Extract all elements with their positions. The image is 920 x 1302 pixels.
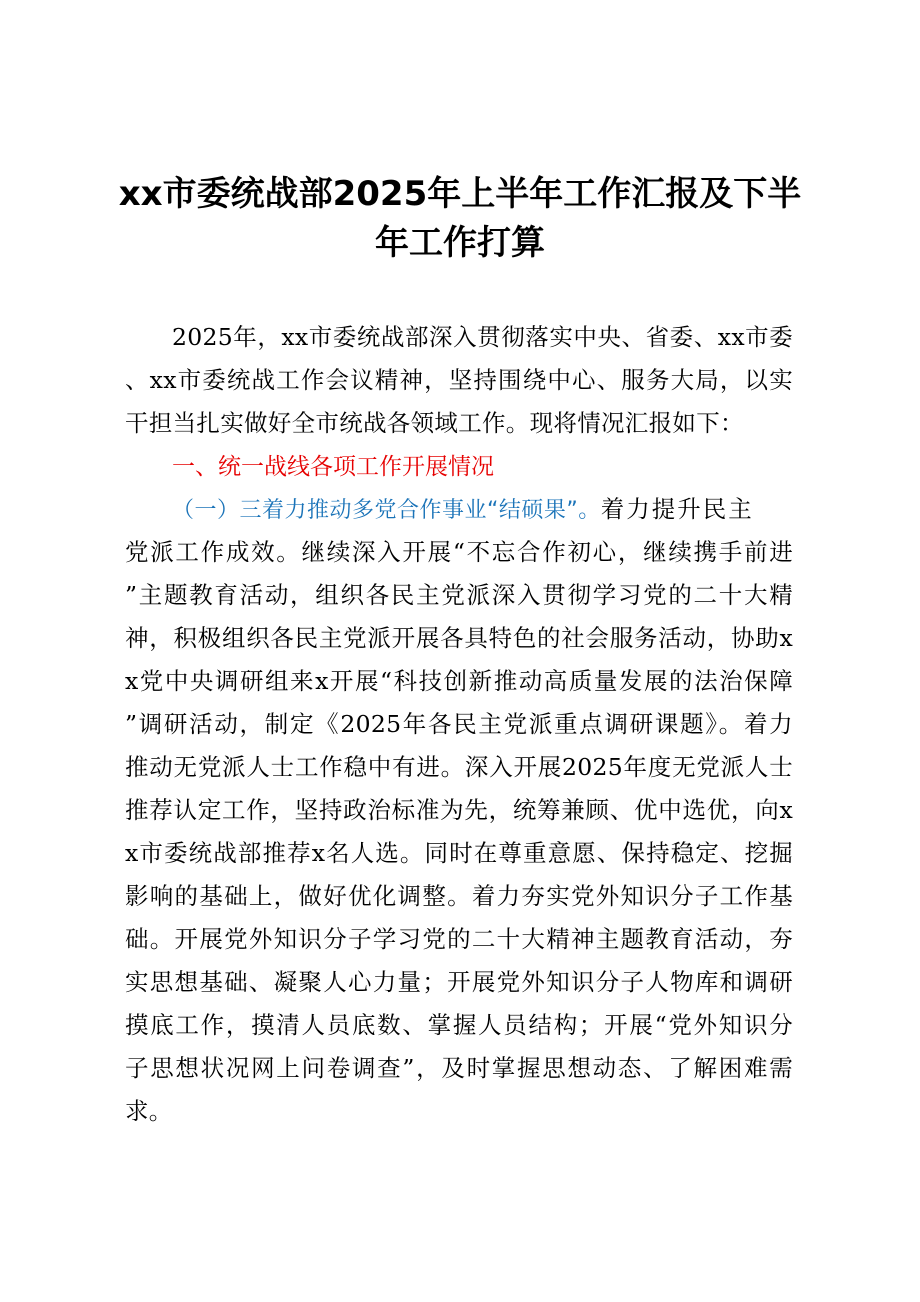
body-line: 实思想基础、凝聚人心力量；开展党外知识分子人物库和调研 [125,968,793,996]
body-line: x市委统战部推荐x名人选。同时在尊重意愿、保持稳定、挖掘 [125,839,793,867]
body-line: 神，积极组织各民主党派开展各具特色的社会服务活动，协助x [125,624,793,652]
body-line: 党派工作成效。继续深入开展“不忘合作初心，继续携手前进 [125,538,793,566]
subsection-heading-1: （一）三着力推动多党合作事业“结硕果”。 [172,498,601,523]
subsection-first-line [172,494,793,524]
body-line: 子思想状况网上问卷调查”，及时掌握思想动态、了解困难需 [125,1054,793,1082]
body-line: 摸底工作，摸清人员底数、掌握人员结构；开展“党外知识分 [125,1011,793,1039]
body-line: 础。开展党外知识分子学习党的二十大精神主题教育活动，夯 [125,925,793,953]
body-line: ”主题教育活动，组织各民主党派深入贯彻学习党的二十大精 [125,581,793,609]
body-line: 影响的基础上，做好优化调整。着力夯实党外知识分子工作基 [125,882,793,910]
section-heading-1: 一、统一战线各项工作开展情况 [172,454,494,480]
intro-line-2: 、xx市委统战工作会议精神，坚持围绕中心、服务大局，以实 [125,366,793,394]
intro-line-3: 干担当扎实做好全市统战各领域工作。现将情况汇报如下： [125,409,744,437]
body-line: x党中央调研组来x开展“科技创新推动高质量发展的法治保障 [125,667,793,695]
body-line: ”调研活动，制定《2025年各民主党派重点调研课题》。着力 [125,710,793,738]
subsection-first-line-rest: 着力提升民主 [600,495,754,523]
body-line: 推荐认定工作，坚持政治标准为先，统筹兼顾、优中选优，向x [125,796,793,824]
body-line: 求。 [125,1097,173,1125]
intro-line-1: 2025年，xx市委统战部深入贯彻落实中央、省委、xx市委 [172,323,793,351]
document-title-line-1: xx市委统战部2025年上半年工作汇报及下半 [118,174,802,214]
body-line: 推动无党派人士工作稳中有进。深入开展2025年度无党派人士 [125,753,793,781]
document-title-line-2: 年工作打算 [375,223,545,263]
